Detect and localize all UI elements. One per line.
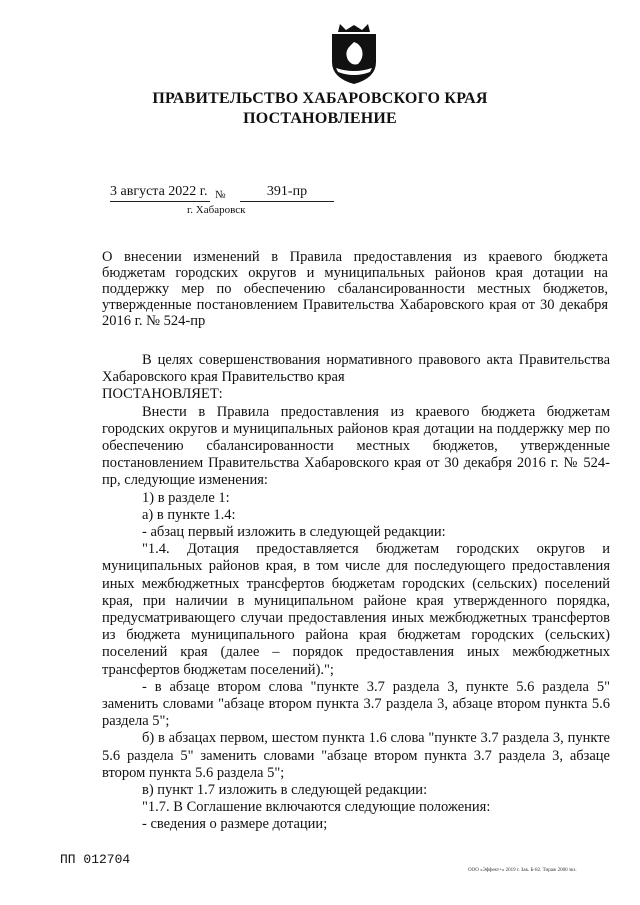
paragraph-item: а) в пункте 1.4: [142, 506, 236, 523]
document-city: г. Хабаровск [187, 204, 246, 216]
organization-name: ПРАВИТЕЛЬСТВО ХАБАРОВСКОГО КРАЯ [152, 90, 488, 107]
document-body [102, 352, 610, 834]
paragraph-item: б) в абзацах первом, шестом пункта 1.6 слова "пункте 3.7 раздела 3, пункте 5.6 раздела 5" заменить словами "абзаце втором пункта 3.7 раздела 3, абзаце втором пункта 5.6 раздела 5"; [102, 730, 610, 781]
paragraph-quote: "1.7. В Соглашение включаются следующие положения: [142, 799, 491, 816]
document-number: 391-пр [240, 184, 334, 202]
document-subject: О внесении изменений в Правила предоставления из краевого бюджета бюджетам городских округов и муниципальных районов края дотации на поддержку мер по обеспечению сбалансированности местных бюджетов, утвержденные постановлением Правительства Хабаровского края от 30 декабря 2016 г. № 524-пр [102, 249, 608, 329]
paragraph-item: - сведения о размере дотации; [142, 816, 328, 833]
paragraph-item: - абзац первый изложить в следующей редакции: [142, 524, 446, 541]
document-type: ПОСТАНОВЛЕНИЕ [243, 110, 397, 127]
number-sign: № [215, 189, 226, 201]
paragraph-item: - в абзаце втором слова "пункте 3.7 раздела 3, пункте 5.6 раздела 5" заменить словами "абзаце втором пункта 3.7 раздела 3, абзаце втором пункта 5.6 раздела 5"; [102, 678, 610, 730]
paragraph-preamble: В целях совершенствования нормативного правового акта Правительства Хабаровского края Правительство края [102, 352, 610, 386]
paragraph-item: 1) в разделе 1: [142, 489, 230, 506]
paragraph-amend: Внести в Правила предоставления из краевого бюджета бюджетам городских округов и муниципальных районов края дотации на поддержку мер по обеспечению сбалансированности местных бюджетов, утвержденные постановлением Правительства Хабаровского края от 30 декабря 2016 г. № 524-пр, следующие изменения: [102, 403, 610, 489]
coat-of-arms-icon [326, 22, 382, 86]
paragraph-resolves: ПОСТАНОВЛЯЕТ: [102, 386, 223, 403]
document-date: 3 августа 2022 г. [110, 184, 210, 202]
form-serial-number: ПП 012704 [60, 852, 131, 867]
printer-imprint: ООО «Эффект+» 2019 г. Зак. Б-82. Тираж 2000 экз. [468, 868, 577, 873]
paragraph-item: в) пункт 1.7 изложить в следующей редакции: [142, 782, 428, 799]
paragraph-quote: "1.4. Дотация предоставляется бюджетам городских округов и муниципальных районов края, в том числе для последующего предоставления иных межбюджетных трансфертов бюджетам городских (сельских) поселений края, при наличии в муниципальном районе края утвержденного порядка, предусматривающего случаи предоставления иных межбюджетных трансфертов из бюджета муниципального района края бюджетам городских (сельских) поселений края (далее – порядок предоставления иных межбюджетных трансфертов бюджетам поселений)."; [102, 541, 610, 678]
